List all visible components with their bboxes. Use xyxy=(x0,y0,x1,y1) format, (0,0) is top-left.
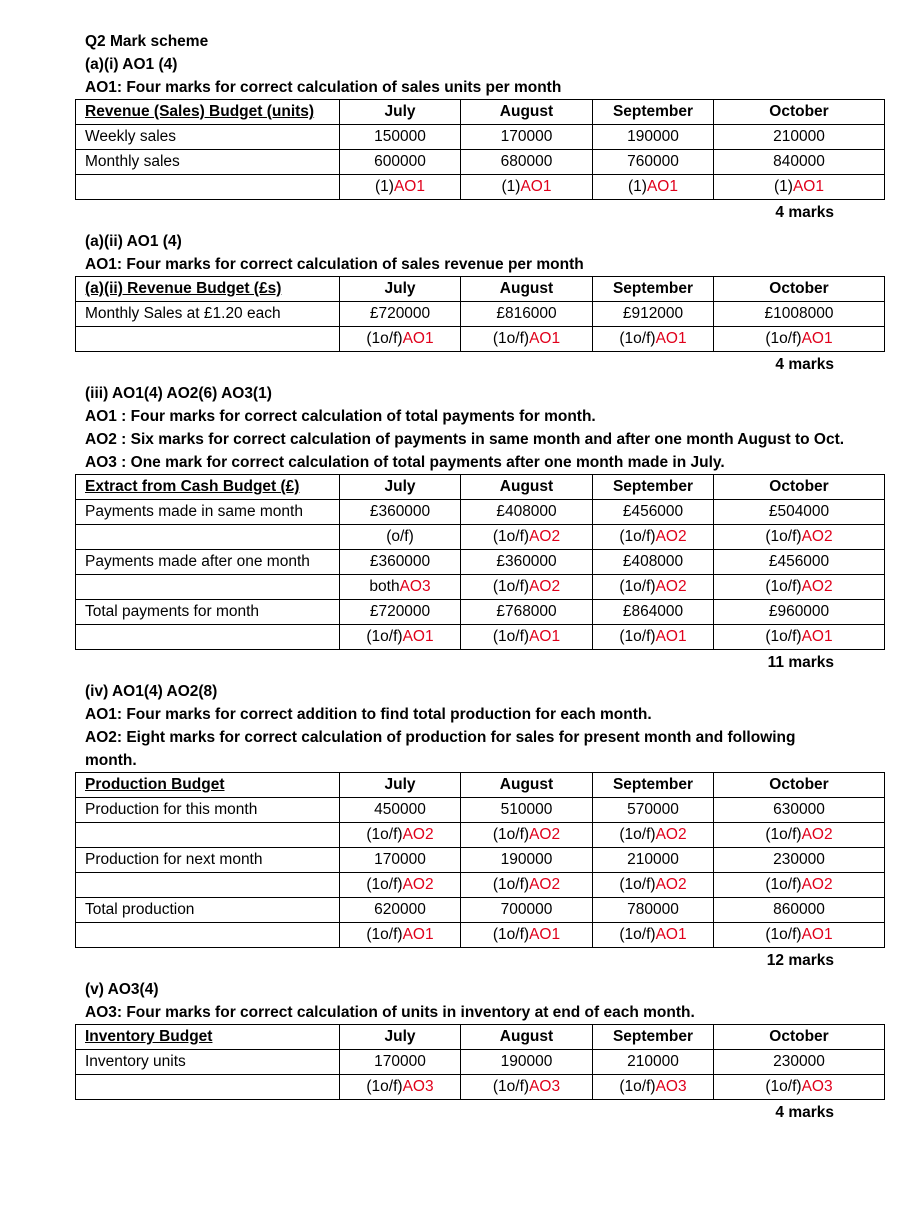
month-header-august: August xyxy=(461,475,593,500)
value-cell: £768000 xyxy=(461,600,593,625)
value-cell: 860000 xyxy=(714,898,885,923)
mark-note: (1o/f) xyxy=(366,876,403,893)
mark-cell xyxy=(593,175,714,200)
value-cell: 570000 xyxy=(593,798,714,823)
value-cell: £360000 xyxy=(461,550,593,575)
ao-code: AO2 xyxy=(529,826,561,843)
mark-note: (1o/f) xyxy=(765,330,802,347)
table-row xyxy=(76,848,885,873)
month-header-august: August xyxy=(461,100,593,125)
mark-cell xyxy=(714,1075,885,1100)
ao-code: AO1 xyxy=(402,330,434,347)
total-marks: 4 marks xyxy=(775,204,834,221)
row-label xyxy=(76,327,340,352)
budget-table xyxy=(75,99,885,200)
mark-note: (1o/f) xyxy=(366,1078,403,1095)
month-header-october: October xyxy=(714,773,885,798)
table-header-row xyxy=(76,475,885,500)
mark-note: (1o/f) xyxy=(765,826,802,843)
value-cell: 680000 xyxy=(461,150,593,175)
month-header-august: August xyxy=(461,277,593,302)
mark-cell xyxy=(340,1075,461,1100)
row-label xyxy=(76,175,340,200)
mark-note: (1o/f) xyxy=(619,528,656,545)
marks-row xyxy=(76,327,885,352)
value-cell: 210000 xyxy=(593,848,714,873)
row-label: Weekly sales xyxy=(76,125,340,150)
mark-note: (1o/f) xyxy=(492,330,530,347)
mark-note: (1o/f) xyxy=(765,628,802,645)
section-heading: (iii) AO1(4) AO2(6) AO3(1) xyxy=(85,385,272,402)
table-row xyxy=(76,550,885,575)
month-header-july: July xyxy=(340,100,461,125)
row-label: Production for this month xyxy=(76,798,340,823)
row-label xyxy=(76,575,340,600)
ao-code: AO1 xyxy=(655,330,687,347)
value-cell: £912000 xyxy=(593,302,714,327)
mark-cell xyxy=(593,525,714,550)
ao-code: AO3 xyxy=(402,1078,434,1095)
table-row xyxy=(76,302,885,327)
row-label xyxy=(76,823,340,848)
table-title: Extract from Cash Budget (£) xyxy=(76,475,340,500)
ao-code: AO1 xyxy=(529,628,561,645)
mark-scheme-page xyxy=(85,30,885,1126)
row-label xyxy=(76,525,340,550)
ao-code: AO1 xyxy=(655,926,687,943)
value-cell: £456000 xyxy=(593,500,714,525)
table-row xyxy=(76,798,885,823)
marks-row xyxy=(76,575,885,600)
mark-cell xyxy=(593,823,714,848)
mark-cell xyxy=(714,575,885,600)
ao-code: AO2 xyxy=(529,528,561,545)
table-header-row xyxy=(76,773,885,798)
month-header-october: October xyxy=(714,277,885,302)
ao-code: AO2 xyxy=(655,826,687,843)
value-cell: £504000 xyxy=(714,500,885,525)
value-cell: £360000 xyxy=(340,550,461,575)
table-row xyxy=(76,898,885,923)
mark-cell xyxy=(593,923,714,948)
value-cell: 190000 xyxy=(461,1050,593,1075)
ao-code: AO2 xyxy=(655,578,687,595)
row-label: Monthly sales xyxy=(76,150,340,175)
row-label xyxy=(76,625,340,650)
value-cell: 620000 xyxy=(340,898,461,923)
month-header-july: July xyxy=(340,1025,461,1050)
ao-code: AO2 xyxy=(655,528,687,545)
value-cell: 700000 xyxy=(461,898,593,923)
mark-note: (1o/f) xyxy=(619,628,656,645)
mark-note: (1o/f) xyxy=(765,926,802,943)
mark-cell xyxy=(714,873,885,898)
ao-code: AO1 xyxy=(402,926,434,943)
mark-cell xyxy=(340,625,461,650)
mark-note: (1) xyxy=(774,178,793,195)
ao-code: AO1 xyxy=(393,178,425,195)
value-cell: 210000 xyxy=(593,1050,714,1075)
value-cell: 230000 xyxy=(714,848,885,873)
budget-table xyxy=(75,276,885,352)
mark-cell xyxy=(461,873,593,898)
value-cell: 600000 xyxy=(340,150,461,175)
mark-note: (1) xyxy=(501,178,521,195)
ao-code: AO1 xyxy=(801,926,833,943)
month-header-october: October xyxy=(714,1025,885,1050)
table-header-row xyxy=(76,100,885,125)
criteria-line: AO3: Four marks for correct calculation of units in inventory at end of each month. xyxy=(85,1004,695,1021)
mark-cell xyxy=(340,823,461,848)
value-cell: 450000 xyxy=(340,798,461,823)
ao-code: AO3 xyxy=(529,1078,561,1095)
value-cell: 510000 xyxy=(461,798,593,823)
mark-cell xyxy=(714,525,885,550)
mark-note: (1o/f) xyxy=(366,628,403,645)
budget-table xyxy=(75,1024,885,1100)
section-a-ii xyxy=(85,226,885,378)
total-marks: 12 marks xyxy=(766,952,834,969)
row-label: Production for next month xyxy=(76,848,340,873)
value-cell: £864000 xyxy=(593,600,714,625)
month-header-july: July xyxy=(340,277,461,302)
mark-cell xyxy=(714,625,885,650)
table-row xyxy=(76,600,885,625)
mark-cell xyxy=(461,525,593,550)
ao-code: AO3 xyxy=(399,578,431,595)
table-title: Inventory Budget xyxy=(76,1025,340,1050)
month-header-october: October xyxy=(714,475,885,500)
value-cell: £960000 xyxy=(714,600,885,625)
mark-cell xyxy=(461,625,593,650)
mark-cell xyxy=(461,1075,593,1100)
row-label xyxy=(76,923,340,948)
value-cell: 210000 xyxy=(714,125,885,150)
mark-note: (1o/f) xyxy=(492,1078,530,1095)
month-header-august: August xyxy=(461,1025,593,1050)
marks-row xyxy=(76,625,885,650)
value-cell: 170000 xyxy=(461,125,593,150)
mark-note: (1o/f) xyxy=(492,876,530,893)
table-header-row xyxy=(76,277,885,302)
ao-code: AO1 xyxy=(801,628,833,645)
ao-code: AO2 xyxy=(801,528,833,545)
section-heading: (v) AO3(4) xyxy=(85,981,159,998)
value-cell: 840000 xyxy=(714,150,885,175)
mark-note: (1) xyxy=(628,178,647,195)
value-cell: 150000 xyxy=(340,125,461,150)
criteria-line: AO1: Four marks for correct calculation of sales revenue per month xyxy=(85,256,584,273)
month-header-october: October xyxy=(714,100,885,125)
month-header-september: September xyxy=(593,100,714,125)
total-marks: 4 marks xyxy=(775,356,834,373)
marks-row xyxy=(76,923,885,948)
value-cell: £1008000 xyxy=(714,302,885,327)
mark-note: (1o/f) xyxy=(366,826,403,843)
mark-cell xyxy=(461,175,593,200)
table-header-row xyxy=(76,1025,885,1050)
table-title: Revenue (Sales) Budget (units) xyxy=(76,100,340,125)
ao-code: AO2 xyxy=(529,876,561,893)
ao-code: AO2 xyxy=(402,876,434,893)
mark-cell xyxy=(461,575,593,600)
criteria-line: AO3 : One mark for correct calculation of total payments after one month made in July. xyxy=(85,454,725,471)
mark-cell xyxy=(340,525,461,550)
month-header-september: September xyxy=(593,475,714,500)
row-label: Total production xyxy=(76,898,340,923)
ao-code: AO1 xyxy=(520,178,552,195)
value-cell: 630000 xyxy=(714,798,885,823)
mark-cell xyxy=(593,1075,714,1100)
mark-note: (1o/f) xyxy=(765,876,802,893)
month-header-august: August xyxy=(461,773,593,798)
row-label: Payments made after one month xyxy=(76,550,340,575)
mark-note: both xyxy=(369,578,400,595)
marks-row xyxy=(76,823,885,848)
mark-note: (1o/f) xyxy=(619,578,656,595)
criteria-line: AO1 : Four marks for correct calculation of total payments for month. xyxy=(85,408,596,425)
section-v xyxy=(85,974,885,1126)
sections-container xyxy=(85,53,885,1126)
mark-cell xyxy=(593,873,714,898)
marks-row xyxy=(76,1075,885,1100)
criteria-line: AO1: Four marks for correct calculation of sales units per month xyxy=(85,79,562,96)
mark-cell xyxy=(593,327,714,352)
marks-row xyxy=(76,175,885,200)
ao-code: AO1 xyxy=(529,926,561,943)
total-marks: 11 marks xyxy=(767,654,834,671)
ao-code: AO2 xyxy=(402,826,434,843)
mark-note: (1o/f) xyxy=(492,826,530,843)
mark-note: (o/f) xyxy=(386,528,414,545)
ao-code: AO2 xyxy=(801,826,833,843)
table-row xyxy=(76,1050,885,1075)
criteria-line: AO2: Eight marks for correct calculation of production for sales for present month and following month. xyxy=(85,729,796,769)
value-cell: 170000 xyxy=(340,1050,461,1075)
table-row xyxy=(76,150,885,175)
month-header-september: September xyxy=(593,773,714,798)
mark-note: (1o/f) xyxy=(765,1078,802,1095)
mark-note: (1o/f) xyxy=(619,1078,656,1095)
ao-code: AO3 xyxy=(801,1078,833,1095)
value-cell: 170000 xyxy=(340,848,461,873)
table-row xyxy=(76,500,885,525)
mark-note: (1o/f) xyxy=(366,926,403,943)
ao-code: AO1 xyxy=(801,330,833,347)
document-title: Q2 Mark scheme xyxy=(85,33,209,50)
row-label: Payments made in same month xyxy=(76,500,340,525)
mark-cell xyxy=(714,327,885,352)
ao-code: AO1 xyxy=(646,178,678,195)
month-header-july: July xyxy=(340,773,461,798)
ao-code: AO2 xyxy=(655,876,687,893)
month-header-july: July xyxy=(340,475,461,500)
row-label xyxy=(76,873,340,898)
mark-cell xyxy=(340,327,461,352)
section-heading: (iv) AO1(4) AO2(8) xyxy=(85,683,218,700)
mark-cell xyxy=(340,873,461,898)
mark-note: (1o/f) xyxy=(765,528,802,545)
ao-code: AO2 xyxy=(801,876,833,893)
ao-code: AO1 xyxy=(529,330,561,347)
month-header-september: September xyxy=(593,277,714,302)
mark-cell xyxy=(340,575,461,600)
mark-note: (1o/f) xyxy=(492,578,530,595)
mark-cell xyxy=(340,923,461,948)
mark-note: (1o/f) xyxy=(492,628,530,645)
value-cell: £360000 xyxy=(340,500,461,525)
section-heading: (a)(ii) AO1 (4) xyxy=(85,233,182,250)
mark-note: (1o/f) xyxy=(619,330,656,347)
value-cell: £816000 xyxy=(461,302,593,327)
mark-cell xyxy=(714,175,885,200)
ao-code: AO3 xyxy=(655,1078,687,1095)
row-label: Inventory units xyxy=(76,1050,340,1075)
marks-row xyxy=(76,525,885,550)
criteria-line: AO2 : Six marks for correct calculation of payments in same month and after one month August to Oct. xyxy=(85,431,845,448)
budget-table xyxy=(75,474,885,650)
mark-note: (1) xyxy=(375,178,394,195)
value-cell: 190000 xyxy=(461,848,593,873)
section-iv xyxy=(85,676,885,974)
mark-cell xyxy=(461,823,593,848)
table-row xyxy=(76,125,885,150)
section-heading: (a)(i) AO1 (4) xyxy=(85,56,178,73)
value-cell: 230000 xyxy=(714,1050,885,1075)
value-cell: £456000 xyxy=(714,550,885,575)
value-cell: 190000 xyxy=(593,125,714,150)
mark-note: (1o/f) xyxy=(366,330,403,347)
mark-note: (1o/f) xyxy=(619,926,656,943)
total-marks: 4 marks xyxy=(775,1104,834,1121)
ao-code: AO2 xyxy=(801,578,833,595)
value-cell: £720000 xyxy=(340,600,461,625)
mark-cell xyxy=(593,625,714,650)
ao-code: AO1 xyxy=(655,628,687,645)
criteria-line: AO1: Four marks for correct addition to find total production for each month. xyxy=(85,706,652,723)
ao-code: AO1 xyxy=(792,178,824,195)
ao-code: AO2 xyxy=(529,578,561,595)
mark-note: (1o/f) xyxy=(619,876,656,893)
mark-note: (1o/f) xyxy=(765,578,802,595)
value-cell: £720000 xyxy=(340,302,461,327)
budget-table xyxy=(75,772,885,948)
mark-cell xyxy=(714,823,885,848)
mark-note: (1o/f) xyxy=(619,826,656,843)
row-label: Monthly Sales at £1.20 each xyxy=(76,302,340,327)
mark-cell xyxy=(340,175,461,200)
month-header-september: September xyxy=(593,1025,714,1050)
mark-note: (1o/f) xyxy=(492,926,530,943)
section-a-i xyxy=(85,53,885,226)
row-label: Total payments for month xyxy=(76,600,340,625)
mark-cell xyxy=(593,575,714,600)
ao-code: AO1 xyxy=(402,628,434,645)
value-cell: 780000 xyxy=(593,898,714,923)
marks-row xyxy=(76,873,885,898)
mark-cell xyxy=(714,923,885,948)
mark-cell xyxy=(461,327,593,352)
row-label xyxy=(76,1075,340,1100)
value-cell: £408000 xyxy=(593,550,714,575)
value-cell: 760000 xyxy=(593,150,714,175)
table-title: Production Budget xyxy=(76,773,340,798)
mark-cell xyxy=(461,923,593,948)
section-iii xyxy=(85,378,885,676)
mark-note: (1o/f) xyxy=(492,528,530,545)
table-title: (a)(ii) Revenue Budget (£s) xyxy=(76,277,340,302)
value-cell: £408000 xyxy=(461,500,593,525)
